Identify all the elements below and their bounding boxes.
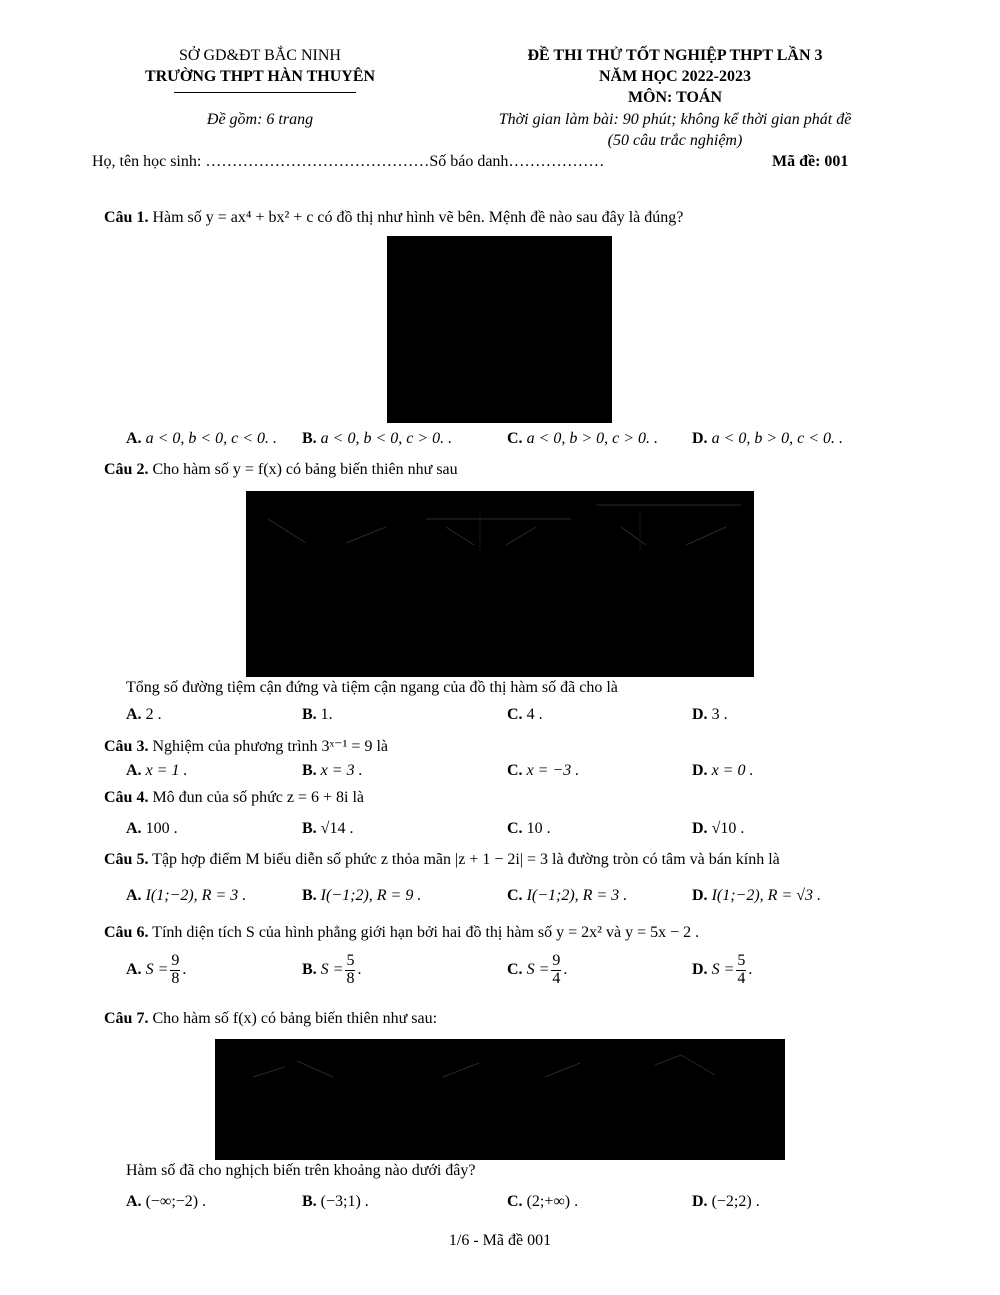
- option-d[interactable]: D. (−2;2) .: [692, 1193, 760, 1210]
- question-3: Câu 3. Nghiệm của phương trình 3ˣ⁻¹ = 9 là: [104, 738, 388, 755]
- question-1: [104, 209, 683, 227]
- option-b[interactable]: B. √14 .: [302, 820, 354, 837]
- page-footer: 1/6 - Mã đề 001: [448, 1232, 552, 1249]
- school-department: SỞ GD&ĐT BẮC NINH: [179, 47, 341, 64]
- variation-table: [246, 491, 754, 677]
- option-d[interactable]: D. x = 0 .: [692, 762, 754, 779]
- option-a[interactable]: A. x = 1 .: [126, 762, 188, 779]
- question-5: Câu 5. Tập hợp điểm M biểu diễn số phức z thỏa mãn |z + 1 − 2i| = 3 là đường tròn có tâm và bán kính là: [104, 851, 780, 868]
- option-b[interactable]: B. (−3;1) .: [302, 1193, 369, 1210]
- question-2: Câu 2. Cho hàm số y = f(x) có bảng biến thiên như sau: [104, 461, 458, 478]
- option-c[interactable]: C. S = $\frac{9}{4}$ .: [507, 952, 568, 987]
- option-b[interactable]: B. 1.: [302, 706, 333, 723]
- option-c[interactable]: C. (2;+∞) .: [507, 1193, 579, 1210]
- option-d[interactable]: D. S = $\frac{5}{4}$ .: [692, 952, 753, 987]
- question-4: Câu 4. Mô đun của số phức z = 6 + 8i là: [104, 789, 365, 806]
- option-b[interactable]: B. x = 3 .: [302, 762, 363, 779]
- option-c[interactable]: C. 4 .: [507, 706, 543, 723]
- question-7-prompt: Hàm số đã cho nghịch biến trên khoảng nào dưới đây?: [126, 1162, 476, 1179]
- school-name: TRƯỜNG THPT HÀN THUYÊN: [144, 68, 376, 85]
- time-note: Thời gian làm bài: 90 phút; không kể thời gian phát đề: [498, 111, 852, 128]
- variation-table-arrows: [246, 491, 754, 677]
- option-c[interactable]: C. 10 .: [507, 820, 551, 837]
- option-d[interactable]: D. √10 .: [692, 820, 745, 837]
- subject: MÔN: TOÁN: [627, 89, 723, 106]
- option-b[interactable]: B. a < 0, b < 0, c > 0. .: [302, 430, 453, 447]
- option-c[interactable]: C. a < 0, b > 0, c > 0. .: [507, 430, 659, 447]
- graph-figure: [387, 236, 612, 423]
- option-a[interactable]: A. 100 .: [126, 820, 178, 837]
- option-b[interactable]: B. S = $\frac{5}{8}$ .: [302, 952, 362, 987]
- question-text: Hàm số y = ax⁴ + bx² + c có đồ thị như hình vẽ bên. Mệnh đề nào sau đây là đúng?: [152, 209, 684, 226]
- exam-code: Mã đề: 001: [772, 153, 849, 170]
- question-6: Câu 6. Tính diện tích S của hình phẳng giới hạn bởi hai đồ thị hàm số y = 2x² và y = 5x − 2 .: [104, 924, 700, 941]
- exam-title: ĐỀ THI THỬ TỐT NGHIỆP THPT LẦN 3: [527, 47, 823, 64]
- variation-table-7: [215, 1039, 785, 1160]
- option-d[interactable]: D. a < 0, b > 0, c < 0. .: [692, 430, 844, 447]
- option-c[interactable]: C. I(−1;2), R = 3 .: [507, 887, 628, 904]
- student-info-line: Họ, tên học sinh: ……………………………………Số báo danh………………: [92, 153, 605, 170]
- header-underline: [174, 92, 356, 93]
- option-c[interactable]: C. x = −3 .: [507, 762, 580, 779]
- question-label: Câu 1.: [104, 209, 149, 226]
- option-b[interactable]: B. I(−1;2), R = 9 .: [302, 887, 422, 904]
- pages-note: Đề gồm: 6 trang: [206, 111, 314, 128]
- option-d[interactable]: D. 3 .: [692, 706, 728, 723]
- question-7: Câu 7. Cho hàm số f(x) có bảng biến thiên như sau:: [104, 1010, 438, 1027]
- option-a[interactable]: A. S = $\frac{9}{8}$ .: [126, 952, 187, 987]
- option-a[interactable]: A. a < 0, b < 0, c < 0. .: [126, 430, 278, 447]
- option-d[interactable]: D. I(1;−2), R = √3 .: [692, 887, 822, 904]
- question-2-prompt: Tổng số đường tiệm cận đứng và tiệm cận ngang của đồ thị hàm số đã cho là: [126, 679, 618, 696]
- option-a[interactable]: A. I(1;−2), R = 3 .: [126, 887, 247, 904]
- school-year: NĂM HỌC 2022-2023: [599, 68, 751, 85]
- option-a[interactable]: A. 2 .: [126, 706, 162, 723]
- variation-table-7-arrows: [215, 1039, 785, 1160]
- option-a[interactable]: A. (−∞;−2) .: [126, 1193, 207, 1210]
- question-count-note: (50 câu trắc nghiệm): [607, 132, 743, 149]
